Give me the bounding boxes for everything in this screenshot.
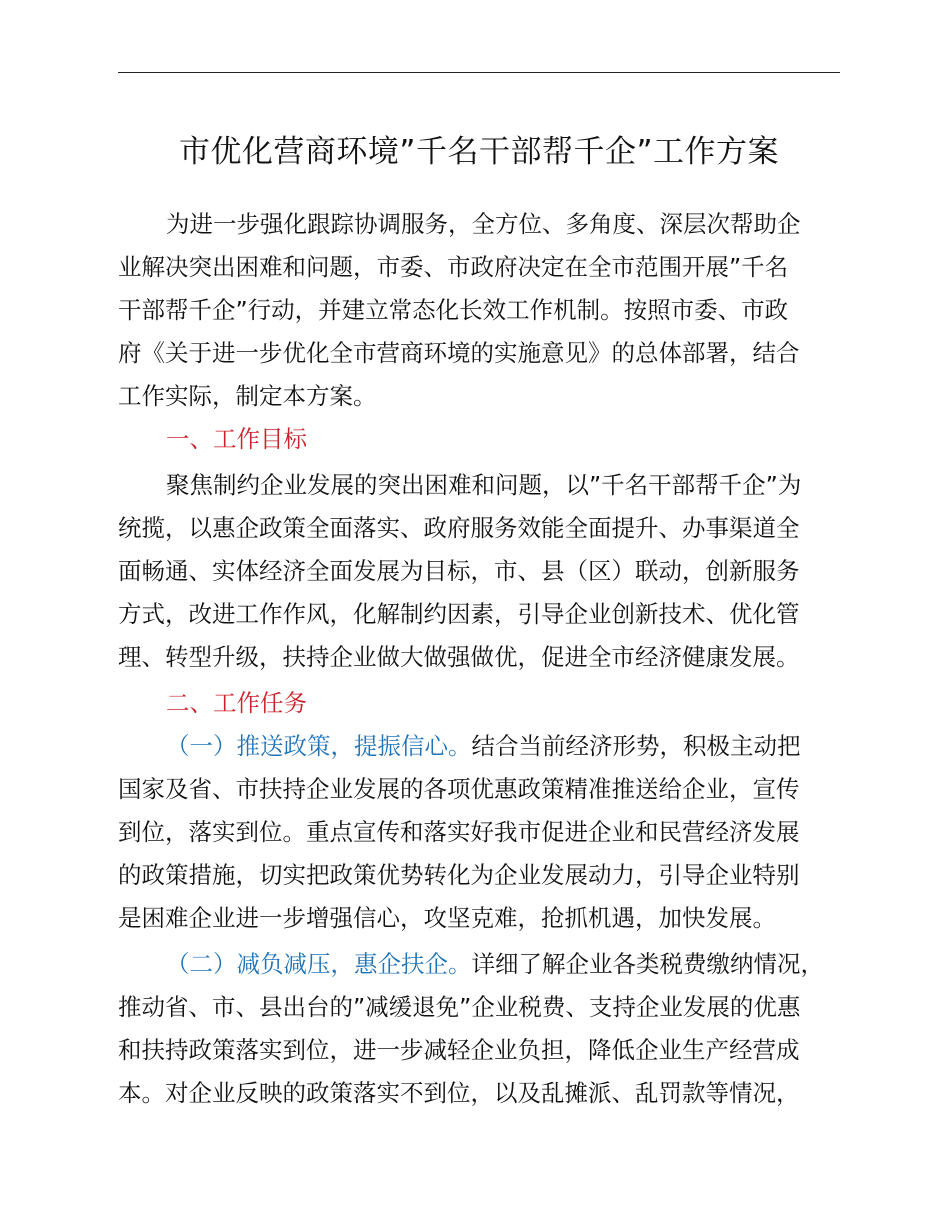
intro-line: 干部帮千企”行动，并建立常态化长效工作机制。按照市委、市政 [118,296,789,324]
section-heading-goals: 一、工作目标 [166,425,307,453]
intro-line: 府《关于进一步优化全市营商环境的实施意见》的总体部署，结合 [118,339,800,367]
section1-line: 理、转型升级，扶持企业做大做强做优，促进全市经济健康发展。 [118,643,800,671]
task1-line: 是困难企业进一步增强信心，攻坚克难，抢抓机遇，加快发展。 [118,904,776,932]
task2-label: （二）减负减压，惠企扶企。 [166,950,472,978]
section1-line: 聚焦制约企业发展的突出困难和问题，以”千名干部帮千企”为 [166,471,802,499]
intro-line: 业解决突出困难和问题，市委、市政府决定在全市范围开展”千名 [118,253,789,281]
intro-line: 工作实际，制定本方案。 [118,382,377,410]
section1-line: 面畅通、实体经济全面发展为目标，市、县（区）联动，创新服务 [118,557,800,585]
section1-line: 统揽，以惠企政策全面落实、政府服务效能全面提升、办事渠道全 [118,514,800,542]
task2-line: 本。对企业反映的政策落实不到位，以及乱摊派、乱罚款等情况， [118,1079,800,1107]
task2-line: 和扶持政策落实到位，进一步减轻企业负担，降低企业生产经营成 [118,1036,800,1064]
section-heading-tasks: 二、工作任务 [166,689,307,717]
intro-line: 为进一步强化跟踪协调服务，全方位、多角度、深层次帮助企 [166,210,801,238]
task2-line: 推动省、市、县出台的”减缓退免”企业税费、支持企业发展的优惠 [118,993,801,1021]
section1-line: 方式，改进工作作风，化解制约因素，引导企业创新技术、优化管 [118,600,800,628]
document-title: 市优化营商环境”千名干部帮千企”工作方案 [178,134,780,170]
task1-line: 到位，落实到位。重点宣传和落实好我市促进企业和民营经济发展 [118,818,800,846]
task1-first-line [166,731,801,761]
header-rule [118,72,840,73]
task2-text: 详细了解企业各类税费缴纳情况， [471,950,824,978]
task1-text: 结合当前经济形势，积极主动把 [471,732,801,760]
task2-first-line [166,949,824,979]
task1-line: 国家及省、市扶持企业发展的各项优惠政策精准推送给企业，宣传 [118,775,800,803]
task1-label: （一）推送政策，提振信心。 [166,732,472,760]
task1-line: 的政策措施，切实把政策优势转化为企业发展动力，引导企业特别 [118,861,800,889]
